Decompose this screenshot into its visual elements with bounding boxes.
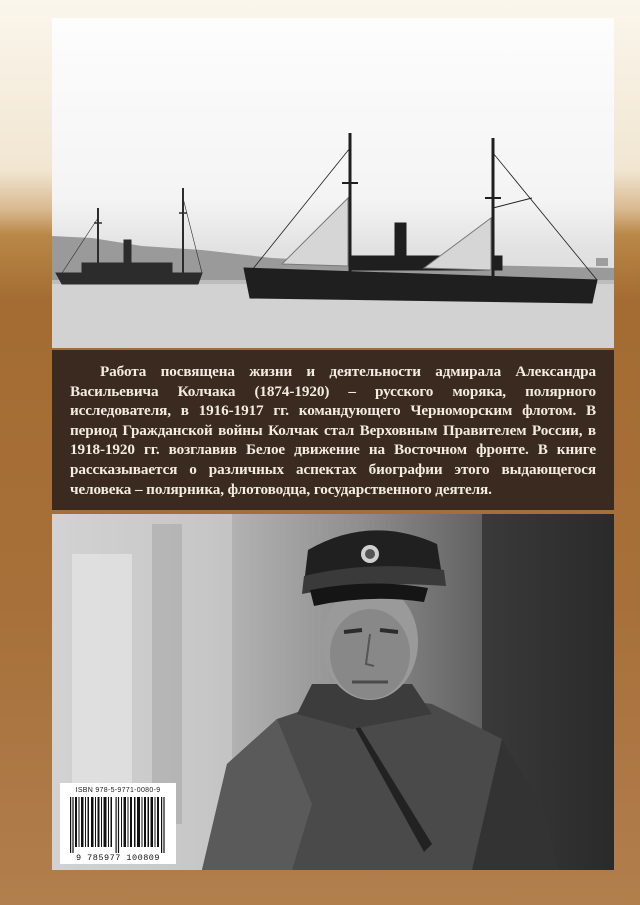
annotation-text: Работа посвящена жизни и деятельности адмирала Александра Васильевича Колчака (1874-1920) – русского моряка, полярного исследователя, в 1916-1917 гг. командующего Черноморским флотом. В период Гражданской войны Колчак стал Верховным Правителем России, в 1918-1920 гг. возглавив Белое движение на Восточном фронте. В книге рассказывается о различных аспектах биографии этого выдающегося человека – полярника, флотоводца, государственного деятеля.: [70, 363, 596, 498]
isbn-number: ISBN 978-5-9771-0080-9: [75, 787, 161, 794]
ean-number: 9 785977 100809: [75, 853, 160, 863]
isbn-barcode: [60, 783, 176, 864]
ships-photo: [52, 18, 614, 348]
annotation-box: [52, 350, 614, 510]
ships-illustration: [52, 18, 614, 348]
barcode-bars: [64, 797, 172, 853]
